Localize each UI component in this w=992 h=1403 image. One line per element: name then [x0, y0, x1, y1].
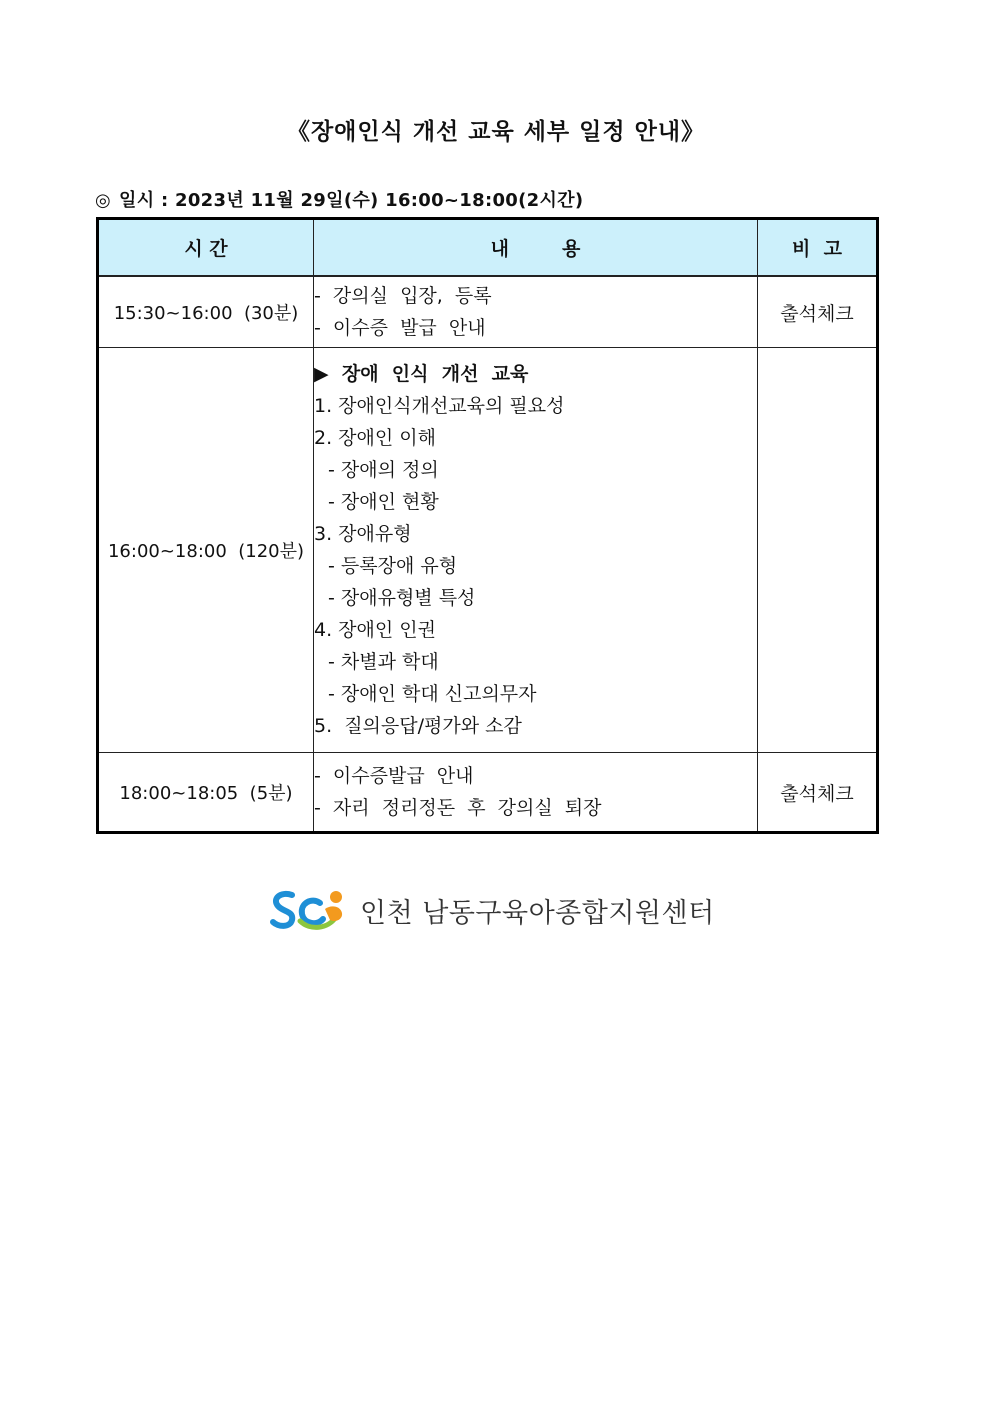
content-line: - 이수증발급 안내	[314, 765, 474, 787]
content-heading: ▶ 장애 인식 개선 교육	[314, 363, 529, 385]
row-content	[314, 753, 758, 833]
table-row	[98, 276, 878, 348]
content-line: 1. 장애인식개선교육의 필요성	[314, 395, 565, 417]
double-circle-mark: ◎	[95, 190, 112, 211]
header-time: 시 간	[98, 219, 314, 277]
footer-logo	[270, 886, 715, 934]
content-line: - 강의실 입장, 등록	[314, 285, 492, 307]
row-time: 18:00~18:05 (5분)	[98, 753, 314, 833]
event-date-text: 일시 : 2023년 11월 29일(수) 16:00~18:00(2시간)	[119, 190, 584, 211]
content-sub-line: - 장애의 정의	[328, 459, 439, 481]
schedule-table	[96, 217, 879, 834]
header-content: 내 용	[314, 219, 758, 277]
row-time: 16:00~18:00 (120분)	[98, 348, 314, 753]
content-sub-line: - 차별과 학대	[328, 651, 439, 673]
content-line: - 이수증 발급 안내	[314, 317, 486, 339]
row-content	[314, 276, 758, 348]
table-row	[98, 348, 878, 753]
content-sub-line: - 장애유형별 특성	[328, 587, 476, 609]
table-row	[98, 753, 878, 833]
content-line: 2. 장애인 이해	[314, 427, 436, 449]
page-title: 《장애인식 개선 교육 세부 일정 안내》	[286, 119, 706, 145]
content-sub-line: - 등록장애 유형	[328, 555, 458, 577]
row-time: 15:30~16:00 (30분)	[98, 276, 314, 348]
content-sub-line: - 장애인 학대 신고의무자	[328, 683, 537, 705]
row-remark	[758, 348, 878, 753]
content-line: 3. 장애유형	[314, 523, 412, 545]
content-line: - 자리 정리정돈 후 강의실 퇴장	[314, 797, 602, 819]
sc-logo-icon	[270, 887, 348, 933]
content-sub-line: - 장애인 현황	[328, 491, 439, 513]
row-remark: 출석체크	[758, 753, 878, 833]
organization-name: 인천 남동구육아종합지원센터	[360, 897, 715, 929]
content-line: 5. 질의응답/평가와 소감	[314, 715, 522, 737]
header-remark: 비 고	[758, 219, 878, 277]
event-date-line	[95, 186, 583, 212]
row-content	[314, 348, 758, 753]
row-remark: 출석체크	[758, 276, 878, 348]
content-line: 4. 장애인 인권	[314, 619, 436, 641]
